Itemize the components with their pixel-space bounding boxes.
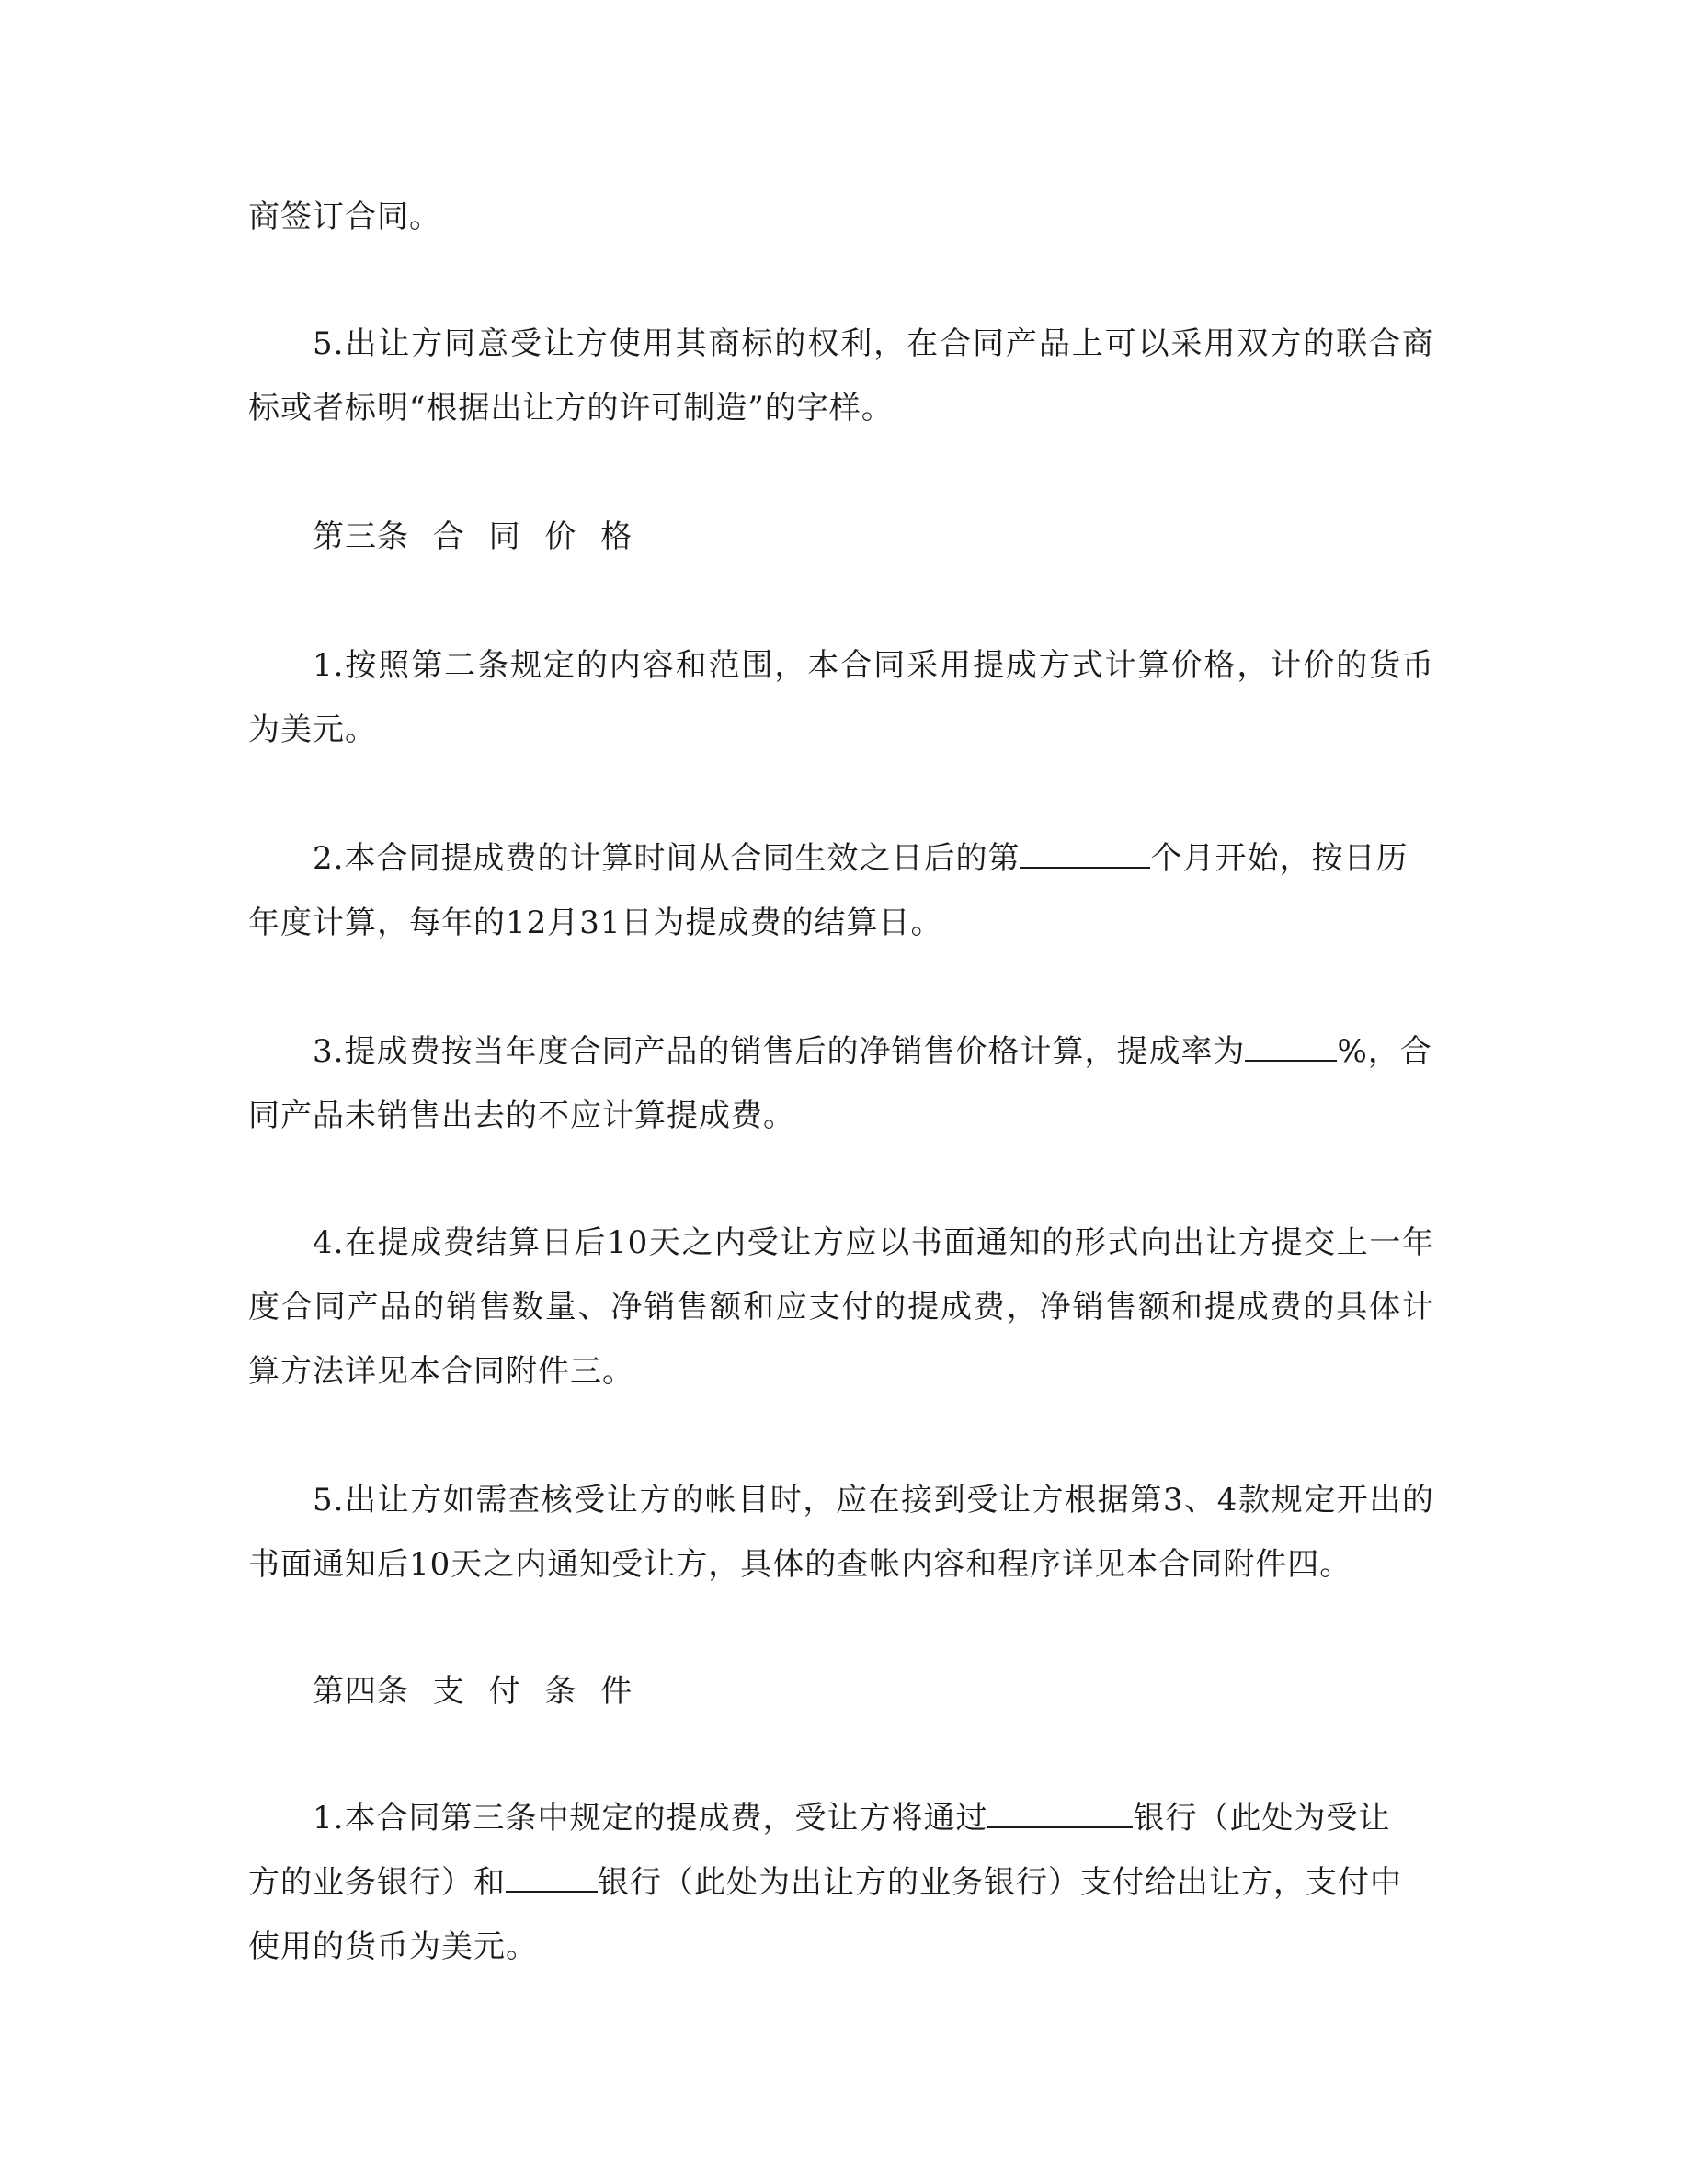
paragraph-line — [313, 645, 1434, 686]
fill-in-blank[interactable] — [1245, 1032, 1337, 1062]
heading-text: 第四条 支 付 条 件 — [313, 1673, 633, 1710]
paragraph-line — [313, 1798, 1434, 1838]
line-text: 同产品未销售出去的不应计算提成费。 — [248, 1098, 795, 1134]
line-text: 年度计算，每年的12月31日为提成费的结算日。 — [248, 904, 943, 941]
paragraph-line — [313, 838, 1434, 879]
line-text: 3.提成费按当年度合同产品的销售后的净销售价格计算，提成率为 — [313, 1033, 1246, 1070]
paragraph-line — [313, 1031, 1434, 1072]
line-text: 银行（此处为受让 — [1133, 1800, 1391, 1837]
line-text: 标或者标明“根据出让方的许可制造”的字样。 — [248, 390, 894, 427]
line-text: 5.出让方如需查核受让方的帐目时，应在接到受让方根据第3、4款规定开出的 — [313, 1482, 1434, 1519]
paragraph-line — [248, 1096, 1434, 1136]
line-text: 2.本合同提成费的计算时间从合同生效之日后的第 — [313, 840, 1021, 877]
paragraph-line — [313, 1480, 1434, 1520]
paragraph-line — [248, 903, 1434, 943]
line-text: 1.按照第二条规定的内容和范围，本合同采用提成方式计算价格，计价的货币 — [313, 647, 1434, 684]
line-text: 个月开始，按日历 — [1150, 840, 1409, 877]
paragraph-line — [248, 1544, 1434, 1585]
line-text: 度合同产品的销售数量、净销售额和应支付的提成费，净销售额和提成费的具体计 — [248, 1289, 1434, 1325]
line-text: 1.本合同第三条中规定的提成费，受让方将通过 — [313, 1800, 988, 1837]
paragraph-line — [248, 1287, 1434, 1327]
paragraph-line — [248, 710, 1434, 750]
heading-text: 第三条 合 同 价 格 — [313, 518, 633, 555]
line-text: 算方法详见本合同附件三。 — [248, 1353, 634, 1390]
line-text: 银行（此处为出让方的业务银行）支付给出让方，支付中 — [598, 1864, 1402, 1901]
line-text: %，合 — [1337, 1033, 1432, 1070]
line-text: 书面通知后10天之内通知受让方，具体的查帐内容和程序详见本合同附件四。 — [248, 1546, 1352, 1583]
paragraph-line — [248, 388, 1434, 428]
line-text: 5.出让方同意受让方使用其商标的权利，在合同产品上可以采用双方的联合商 — [313, 325, 1434, 362]
paragraph-line — [248, 1862, 1434, 1903]
paragraph-line — [248, 197, 1434, 237]
fill-in-blank[interactable] — [987, 1799, 1133, 1828]
line-text: 方的业务银行）和 — [248, 1864, 506, 1901]
fill-in-blank[interactable] — [506, 1863, 598, 1893]
paragraph-line — [313, 324, 1434, 364]
section-heading — [313, 517, 1434, 557]
line-text: 为美元。 — [248, 711, 377, 748]
paragraph-line — [248, 1927, 1434, 1967]
paragraph-line — [313, 1223, 1434, 1263]
paragraph-line — [248, 1351, 1434, 1392]
line-text: 4.在提成费结算日后10天之内受让方应以书面通知的形式向出让方提交上一年 — [313, 1224, 1434, 1261]
line-text: 商签订合同。 — [248, 199, 441, 235]
section-heading — [313, 1671, 1434, 1712]
fill-in-blank[interactable] — [1020, 839, 1150, 869]
line-text: 使用的货币为美元。 — [248, 1928, 538, 1965]
